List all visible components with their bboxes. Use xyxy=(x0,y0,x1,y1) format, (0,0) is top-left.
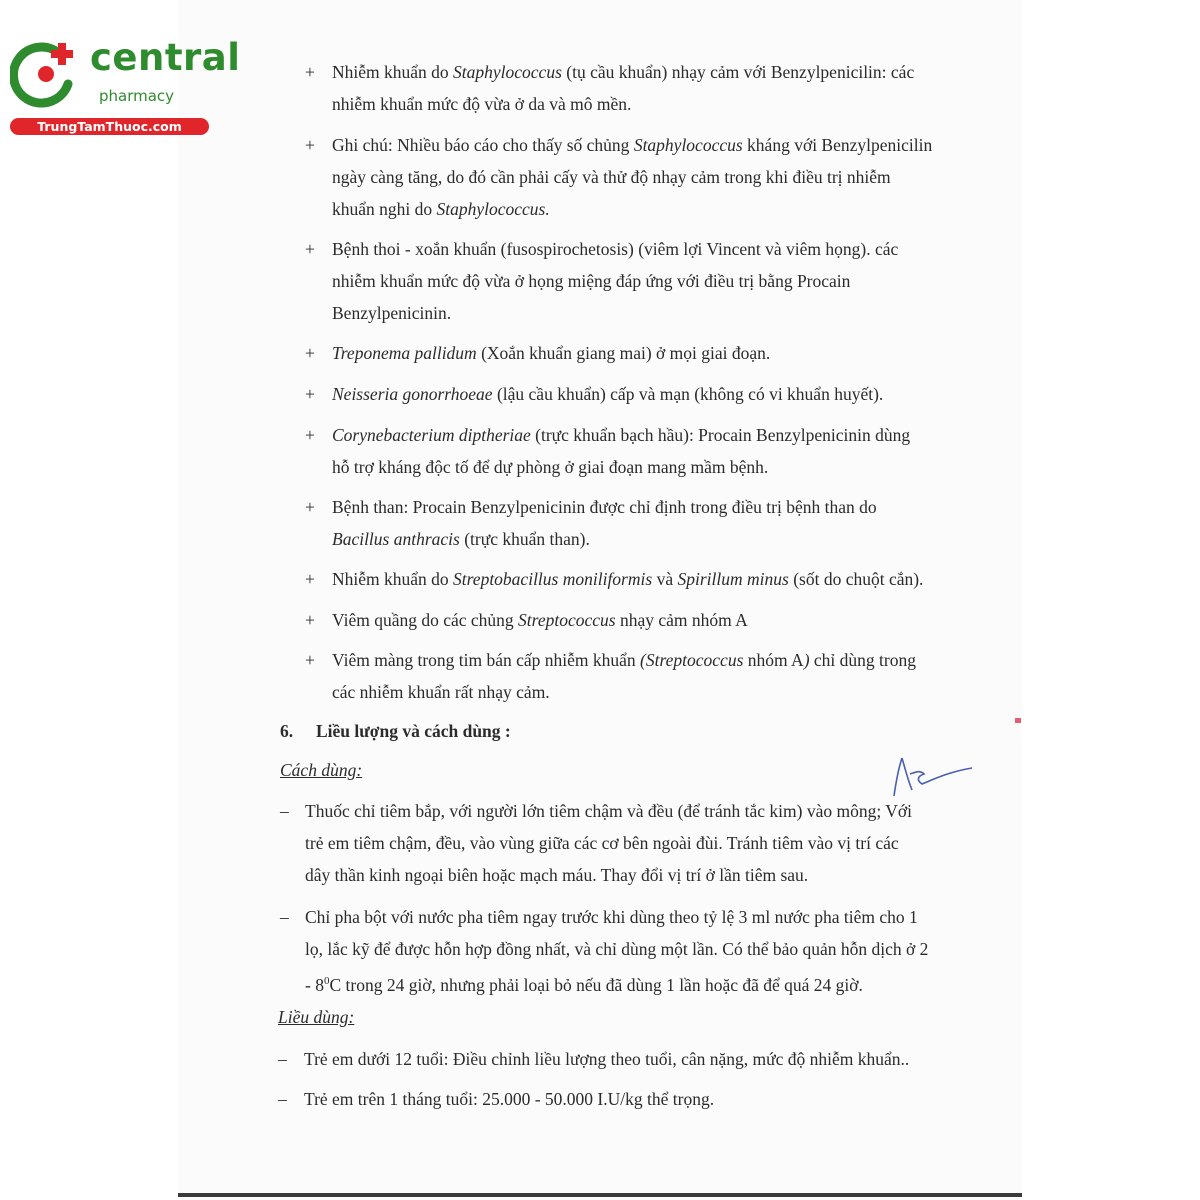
logo-site-text: TrungTamThuoc.com xyxy=(37,119,182,134)
logo-brand-text: central xyxy=(90,36,241,79)
indication-item-line: Ghi chú: Nhiều báo cáo cho thấy số chủng Staphylococcus kháng với Benzylpenicilin xyxy=(332,135,933,155)
cach-dung-item-line: lọ, lắc kỹ để được hỗn hợp đồng nhất, và chỉ dùng một lần. Có thể bảo quản hỗn dịch ở 2 xyxy=(305,939,929,959)
indication-item-marker: + xyxy=(305,497,315,517)
indication-item-line: nhiễm khuẩn mức độ vừa ở họng miệng đáp ứng với điều trị bằng Procain xyxy=(332,271,851,291)
section-title: Liều lượng và cách dùng : xyxy=(316,721,511,741)
cach-dung-item-line: Thuốc chỉ tiêm bắp, với người lớn tiêm chậm và đều (để tránh tắc kim) vào mông; Với xyxy=(305,801,913,821)
indication-item-line: Bacillus anthracis (trực khuẩn than). xyxy=(332,529,590,549)
cach-dung-item-line: dây thần kinh ngoại biên hoặc mạch máu. Thay đổi vị trí ở lần tiêm sau. xyxy=(305,865,809,885)
indication-item-line: khuẩn nghi do Staphylococcus. xyxy=(332,199,550,219)
lieu-dung-label: Liều dùng: xyxy=(278,1007,355,1027)
indication-item-marker: + xyxy=(305,650,315,670)
section-number: 6. xyxy=(280,721,294,741)
indication-item-line: Neisseria gonorrhoeae (lậu cầu khuẩn) cấp và mạn (không có vi khuẩn huyết). xyxy=(332,384,884,404)
indication-item-line: hỗ trợ kháng độc tố để dự phòng ở giai đoạn mang mầm bệnh. xyxy=(332,457,769,477)
indication-item-marker: + xyxy=(305,384,315,404)
indication-item-line: nhiễm khuẩn mức độ vừa ở da và mô mền. xyxy=(332,94,632,114)
indication-item-line: Benzylpenicinin. xyxy=(332,303,452,323)
lieu-dung-item-line: Trẻ em trên 1 tháng tuổi: 25.000 - 50.000 I.U/kg thể trọng. xyxy=(304,1089,715,1109)
indication-item-marker: + xyxy=(305,62,315,82)
indication-item-marker: + xyxy=(305,135,315,155)
indication-item-line: Corynebacterium diptheriae (trực khuẩn bạch hầu): Procain Benzylpenicinin dùng xyxy=(332,425,911,445)
indication-item-marker: + xyxy=(305,343,315,363)
indication-item-line: ngày càng tăng, do đó cần phải cấy và thử độ nhạy cảm trong khi điều trị nhiễm xyxy=(332,167,891,187)
cach-dung-label: Cách dùng: xyxy=(280,760,363,780)
cach-dung-item-line: - $8^0C$ trong 24 giờ, nhưng phải loại bỏ nếu đã dùng 1 lần hoặc đã để quá 24 giờ. xyxy=(305,974,863,995)
lieu-dung-item-line: Trẻ em dưới 12 tuổi: Điều chỉnh liều lượng theo tuổi, cân nặng, mức độ nhiễm khuẩn.. xyxy=(304,1049,910,1069)
indication-item-line: Bệnh than: Procain Benzylpenicinin được chỉ định trong điều trị bệnh than do xyxy=(332,497,877,517)
indication-item-marker: + xyxy=(305,610,315,630)
cach-dung-item-line: trẻ em tiêm chậm, đều, vào vùng giữa các cơ bên ngoài đùi. Tránh tiêm vào vị trí các xyxy=(305,833,899,853)
indication-item-marker: + xyxy=(305,569,315,589)
indication-item-marker: + xyxy=(305,239,315,259)
indication-item-line: Treponema pallidum (Xoắn khuẩn giang mai) ở mọi giai đoạn. xyxy=(332,343,771,363)
indication-item-line: Nhiễm khuẩn do Streptobacillus moniliformis và Spirillum minus (sốt do chuột cắn). xyxy=(332,569,924,589)
indication-item-marker: + xyxy=(305,425,315,445)
indication-item-line: Nhiễm khuẩn do Staphylococcus (tụ cầu khuẩn) nhạy cảm với Benzylpenicilin: các xyxy=(332,62,915,82)
indication-item-line: Viêm màng trong tim bán cấp nhiễm khuẩn (Streptococcus nhóm A) chỉ dùng trong xyxy=(332,650,916,670)
cach-dung-item-marker: – xyxy=(280,801,289,821)
indication-item-line: Viêm quầng do các chủng Streptococcus nhạy cảm nhóm A xyxy=(332,610,748,630)
indication-item-line: Bệnh thoi - xoắn khuẩn (fusospirochetosis) (viêm lợi Vincent và viêm họng). các xyxy=(332,239,899,259)
cach-dung-item-line: Chỉ pha bột với nước pha tiêm ngay trước khi dùng theo tỷ lệ 3 ml nước pha tiêm cho 1 xyxy=(305,907,918,927)
logo-sub-text: pharmacy xyxy=(99,87,175,105)
cach-dung-item-marker: – xyxy=(280,907,289,927)
lieu-dung-item-marker: – xyxy=(278,1089,287,1109)
indication-item-line: các nhiễm khuẩn rất nhạy cảm. xyxy=(332,682,550,702)
lieu-dung-item-marker: – xyxy=(278,1049,287,1069)
